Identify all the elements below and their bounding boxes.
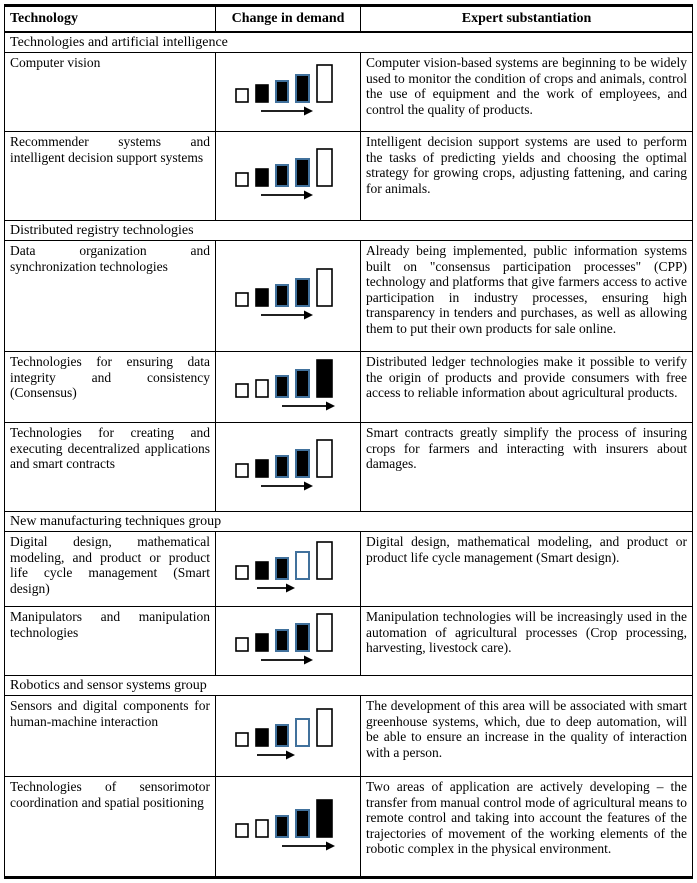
section-label: Robotics and sensor systems group — [10, 678, 207, 693]
demand-growth-bar-trend-icon — [232, 264, 344, 328]
technology-name: Recommender systems and intelligent decision support systems — [10, 134, 210, 165]
section-row-new-manufacturing — [5, 512, 692, 532]
demand-strong-growth-bar-trend-icon — [232, 795, 344, 859]
section-row-distributed-registry — [5, 221, 692, 241]
table-row-sensorimotor — [5, 777, 692, 876]
section-label: Technologies and artificial intelligence — [10, 35, 228, 50]
technology-name: Digital design, mathematical modeling, and product or product life cycle management (Smart design) — [10, 534, 210, 596]
expert-substantiation-text: Two areas of application are actively developing – the transfer from manual control mode of agricultural means to remote control and taking into account the features of the trajectories of movement of the working elements of the robotic complex in the physical environment. — [360, 777, 692, 876]
column-header-expert-substantiation: Expert substantiation — [360, 7, 692, 31]
table-row-smart-contracts — [5, 423, 692, 512]
column-header-technology: Technology — [10, 11, 78, 26]
expert-substantiation-text: The development of this area will be associated with smart greenhouse systems, which, due to deep automation, will be able to ensure an increase in the quality of interaction with a person. — [360, 696, 692, 776]
table-header-row — [5, 7, 692, 33]
section-row-robotics-sensors — [5, 676, 692, 696]
technology-name: Technologies of sensorimotor coordination and spatial positioning — [10, 779, 210, 810]
expert-substantiation-text: Distributed ledger technologies make it possible to verify the origin of products and provide consumers with free access to reliable information about agricultural products. — [360, 352, 692, 422]
technology-demand-table — [4, 4, 693, 879]
expert-substantiation-text: Intelligent decision support systems are used to perform the tasks of predicting yields and choosing the optimal strategy for growing crops, adjusting fattening, and caring for animals. — [360, 132, 692, 220]
table-row-sensors-hmi — [5, 696, 692, 777]
column-header-change-in-demand: Change in demand — [215, 7, 360, 31]
expert-substantiation-text: Manipulation technologies will be increasingly used in the automation of agricultural processes (Crop processing, harvesting, livestock care). — [360, 607, 692, 675]
demand-cell — [215, 607, 360, 675]
table-row-data-organization — [5, 241, 692, 352]
demand-moderate-growth-bar-trend-icon — [232, 704, 344, 768]
expert-substantiation-text: Smart contracts greatly simplify the process of insuring crops for farmers and interacting with insurers about damages. — [360, 423, 692, 511]
demand-growth-bar-trend-icon — [232, 435, 344, 499]
technology-name: Manipulators and manipulation technologies — [10, 609, 210, 640]
technology-name: Data organization and synchronization technologies — [10, 243, 210, 274]
demand-cell — [215, 352, 360, 422]
section-label: New manufacturing techniques group — [10, 514, 222, 529]
table-row-manipulators — [5, 607, 692, 676]
demand-cell — [215, 53, 360, 131]
table-row-consensus — [5, 352, 692, 423]
expert-substantiation-text: Already being implemented, public information systems built on "consensus participation processes" (CPP) technology and platforms that give farmers access to active participation in industry processes, ensuring high transparency in tenders and purchases, as well as allowing them to put their own products for sale online. — [360, 241, 692, 351]
demand-growth-bar-trend-icon — [232, 609, 344, 673]
demand-cell — [215, 423, 360, 511]
technology-name: Sensors and digital components for human-machine interaction — [10, 698, 210, 729]
demand-growth-bar-trend-icon — [232, 144, 344, 208]
section-label: Distributed registry technologies — [10, 223, 194, 238]
demand-moderate-growth-bar-trend-icon — [232, 537, 344, 601]
table-row-smart-design — [5, 532, 692, 607]
demand-cell — [215, 132, 360, 220]
demand-growth-bar-trend-icon — [232, 60, 344, 124]
demand-cell — [215, 696, 360, 776]
expert-substantiation-text: Computer vision-based systems are beginning to be widely used to monitor the condition of crops and animals, control the use of equipment and the work of employees, and control the quality of products. — [360, 53, 692, 131]
section-row-ai — [5, 33, 692, 53]
expert-substantiation-text: Digital design, mathematical modeling, and product or product life cycle management (Smart design). — [360, 532, 692, 606]
technology-name: Technologies for ensuring data integrity and consistency (Consensus) — [10, 354, 210, 400]
demand-cell — [215, 777, 360, 876]
technology-name: Computer vision — [10, 55, 101, 70]
demand-cell — [215, 532, 360, 606]
table-row-computer-vision — [5, 53, 692, 132]
demand-cell — [215, 241, 360, 351]
demand-strong-growth-bar-trend-icon — [232, 355, 344, 419]
technology-name: Technologies for creating and executing decentralized applications and smart contracts — [10, 425, 210, 471]
table-row-recommender-systems — [5, 132, 692, 221]
